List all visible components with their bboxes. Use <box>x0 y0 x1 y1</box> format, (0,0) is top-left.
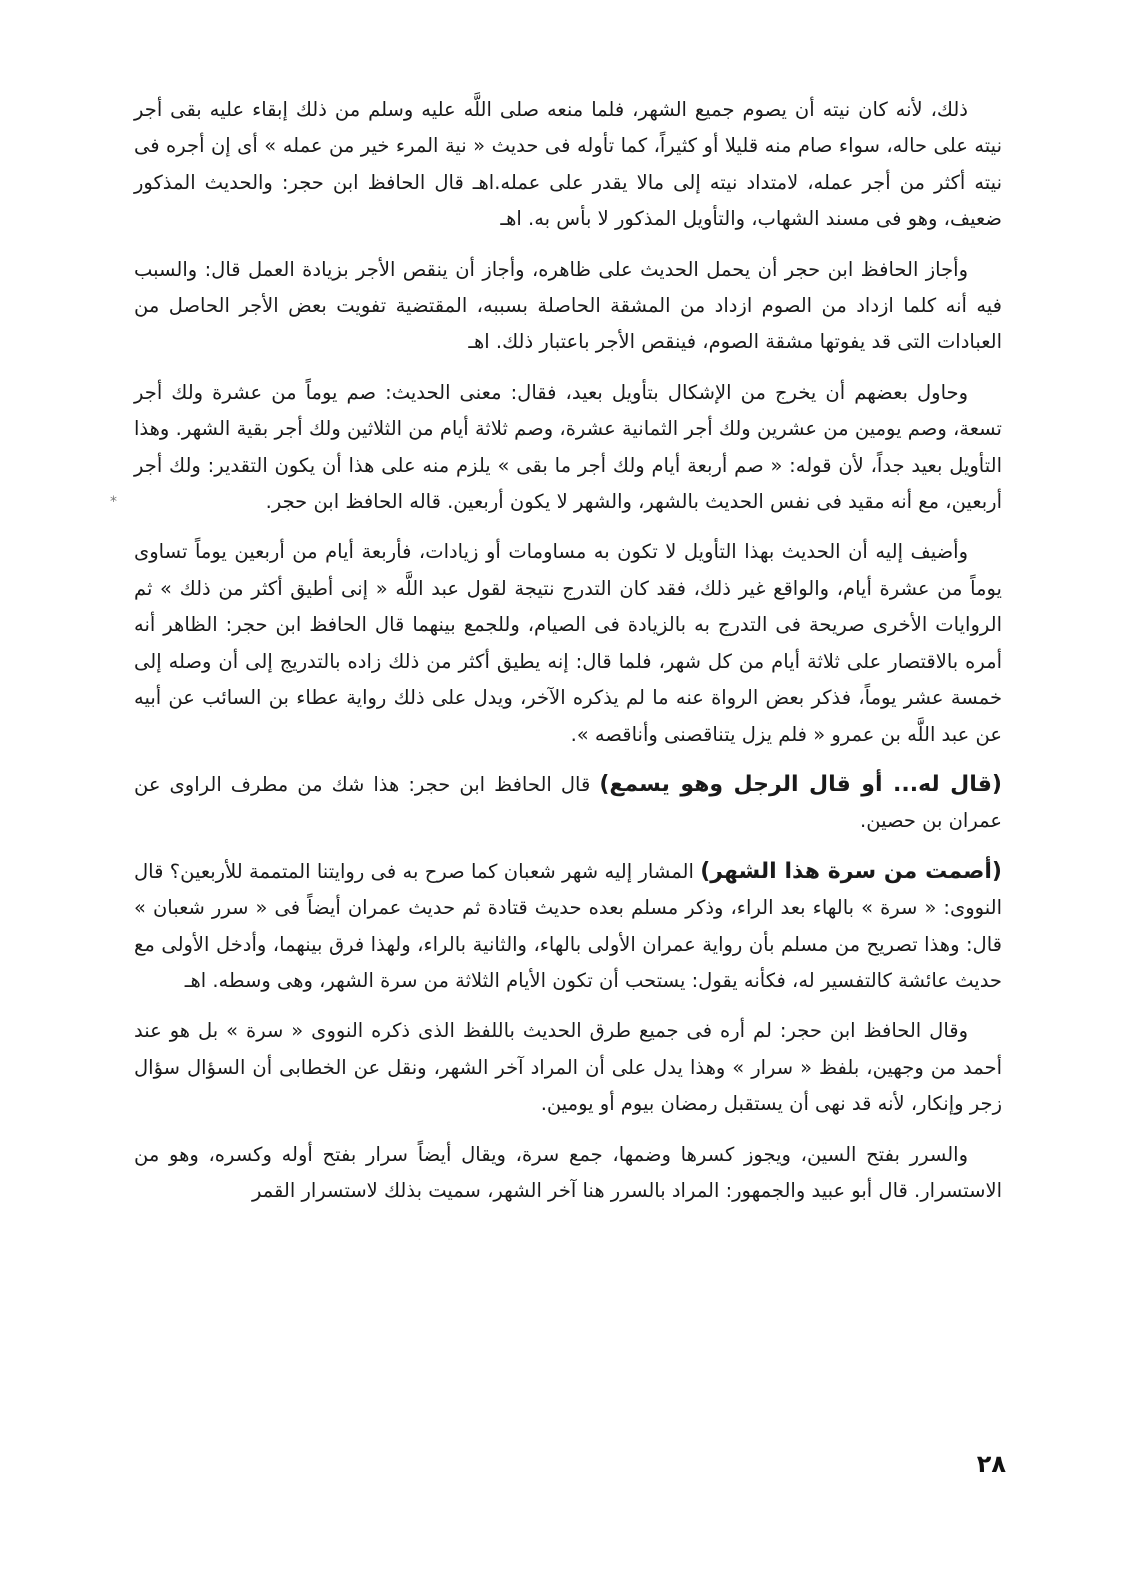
paragraph-7 <box>134 1013 1002 1122</box>
paragraph-4-text: وأضيف إليه أن الحديث بهذا التأويل لا تكون به مساومات أو زيادات، فأربعة أيام من أربعين يوماً تساوى يوماً من عشرة أيام، والواقع غير ذلك، فقد كان التدرج نتيجة لقول عبد اللَّه « إنى أطيق أكثر من ذلك » ثم الروايات الأخرى صريحة فى التدرج به بالزيادة فى الصيام، وللجمع بينهما قال الحافظ ابن حجر: الظاهر أنه أمره بالاقتصار على ثلاثة أيام من كل شهر، فلما قال: إنه يطيق أكثر من ذلك زاده بالتدريج إلى أن وصله إلى خمسة عشر يوماً، فذكر بعض الرواة عنه ما لم يذكره الآخر، ويدل على ذلك رواية عطاء بن السائب عن أبيه عن عبد اللَّه بن عمرو « فلم يزل يتناقصنى وأناقصه ». <box>134 540 1002 746</box>
document-body <box>134 92 1002 1223</box>
paragraph-3 <box>134 375 1002 521</box>
margin-mark: * <box>110 494 117 510</box>
paragraph-6 <box>134 854 1002 1000</box>
paragraph-8-text: والسرر بفتح السين، ويجوز كسرها وضمها، جمع سرة، ويقال أيضاً سرار بفتح أوله وكسره، وهو من الاستسرار. قال أبو عبيد والجمهور: المراد بالسرر هنا آخر الشهر، سميت بذلك لاستسرار القمر <box>134 1142 1002 1202</box>
paragraph-3-text: وحاول بعضهم أن يخرج من الإشكال بتأويل بعيد، فقال: معنى الحديث: صم يوماً من عشرة ولك أجر تسعة، وصم يومين من عشرين ولك أجر الثمانية عشرة، وصم ثلاثة أيام من الثلاثين ولك أجر بقية الشهر. وهذا التأويل بعيد جداً، لأن قوله: « صم أربعة أيام ولك أجر ما بقى » يلزم منه على هذا أن يكون التقدير: ولك أجر أربعين، مع أنه مقيد فى نفس الحديث بالشهر، والشهر لا يكون أربعين. قاله الحافظ ابن حجر. <box>134 380 1002 514</box>
paragraph-1 <box>134 92 1002 238</box>
paragraph-6-heading: (أصمت من سرة هذا الشهر) <box>700 858 1002 884</box>
paragraph-5-text: قال الحافظ ابن حجر: هذا شك من مطرف الراوى عن عمران بن حصين. <box>134 772 1002 833</box>
paragraph-5 <box>134 767 1002 840</box>
paragraph-1-text: ذلك، لأنه كان نيته أن يصوم جميع الشهر، فلما منعه صلى اللَّه عليه وسلم من ذلك إبقاء عليه بقى أجر نيته على حاله، سواء صام منه قليلا أو كثيراً، كما تأوله فى حديث « نية المرء خير من عمله » أى إن أجره فى نيته أكثر من أجر عمله، لامتداد نيته إلى مالا يقدر على عمله.اهـ قال الحافظ ابن حجر: والحديث المذكور ضعيف، وهو فى مسند الشهاب، والتأويل المذكور لا بأس به. اهـ <box>134 98 1002 231</box>
paragraph-6-text: المشار إليه شهر شعبان كما صرح به فى روايتنا المتممة للأربعين؟ قال النووى: « سرة » بالهاء بعد الراء، وذكر مسلم بعده حديث قتادة ثم حديث عمران أيضاً فى « سرر شعبان » قال: وهذا تصريح من مسلم بأن رواية عمران الأولى بالهاء، والثانية بالراء، ولهذا فرق بينهما، وأدخل الأولى مع حديث عائشة كالتفسير له، فكأنه يقول: يستحب أن تكون الأيام الثلاثة من سرة الشهر، وهى وسطه. اهـ <box>134 859 1002 992</box>
paragraph-4 <box>134 534 1002 752</box>
paragraph-8 <box>134 1137 1002 1210</box>
paragraph-2-text: وأجاز الحافظ ابن حجر أن يحمل الحديث على ظاهره، وأجاز أن ينقص الأجر بزيادة العمل قال: والسبب فيه أنه كلما ازداد من الصوم ازداد من المشقة الحاصلة بسببه، المقتضية تفويت بعض الأجر الحاصل من العبادات التى قد يفوتها مشقة الصوم، فينقص الأجر باعتبار ذلك. اهـ <box>134 257 1002 354</box>
paragraph-7-text: وقال الحافظ ابن حجر: لم أره فى جميع طرق الحديث باللفظ الذى ذكره النووى « سرة » بل هو عند أحمد من وجهين، بلفظ « سرار » وهذا يدل على أن المراد آخر الشهر، ونقل عن الخطابى أن السؤال سؤال زجر وإنكار، لأنه قد نهى أن يستقبل رمضان بيوم أو يومين. <box>134 1019 1002 1116</box>
page-number: ٢٨ <box>976 1450 1006 1478</box>
paragraph-5-heading: (قال له... أو قال الرجل وهو يسمع) <box>599 771 1002 797</box>
paragraph-2 <box>134 252 1002 361</box>
